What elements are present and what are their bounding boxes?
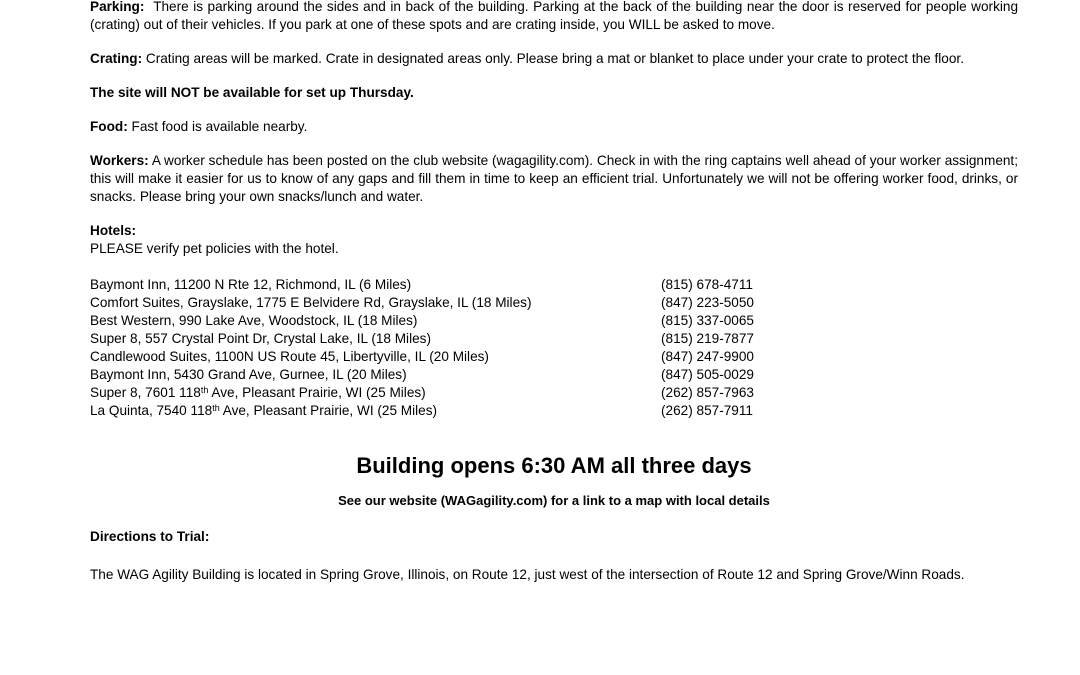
- hotel-row: [90, 384, 1018, 402]
- hotel-phone: (815) 219-7877: [661, 331, 754, 346]
- hotel-row: [90, 276, 1018, 294]
- hotel-row: [90, 294, 1018, 312]
- food-label: Food:: [90, 119, 128, 134]
- workers-label: Workers:: [90, 153, 149, 168]
- workers-text: A worker schedule has been posted on the club website (wagagility.com). Check in with the ring captains well ahead of your worker assignment; this will make it easier for us to know of any gaps and fill them in time to keep an efficient trial. Unfortunately we will not be offering worker food, drinks, or snacks. Please bring your own snacks/lunch and water.: [90, 153, 1018, 204]
- parking-paragraph: [90, 0, 1018, 34]
- hotels-heading: Hotels:: [90, 223, 137, 238]
- hotel-phone: (847) 505-0029: [661, 367, 754, 382]
- workers-paragraph: [90, 152, 1018, 206]
- hotel-name: Candlewood Suites, 1100N US Route 45, Libertyville, IL (20 Miles): [90, 349, 489, 364]
- hotel-row: [90, 330, 1018, 348]
- hotel-name: Super 8, 557 Crystal Point Dr, Crystal Lake, IL (18 Miles): [90, 331, 431, 346]
- crating-paragraph: [90, 50, 1018, 68]
- hotel-phone: (815) 337-0065: [661, 313, 754, 328]
- directions-text: The WAG Agility Building is located in Spring Grove, Illinois, on Route 12, just west of the intersection of Route 12 and Spring Grove/Winn Roads.: [90, 567, 965, 582]
- hotel-phone: (847) 247-9900: [661, 349, 754, 364]
- hotel-phone: (815) 678-4711: [661, 277, 753, 292]
- hotel-row: [90, 366, 1018, 384]
- hotel-row: [90, 402, 1018, 420]
- building-opens-heading: Building opens 6:30 AM all three days: [356, 453, 752, 478]
- hotel-list: [90, 276, 1018, 420]
- food-paragraph: [90, 118, 1018, 136]
- hotel-name: Baymont Inn, 11200 N Rte 12, Richmond, IL (6 Miles): [90, 277, 412, 292]
- hotels-note: PLEASE verify pet policies with the hotel.: [90, 241, 339, 256]
- website-note: See our website (WAGagility.com) for a link to a map with local details: [338, 493, 770, 508]
- crating-text: Crating areas will be marked. Crate in designated areas only. Please bring a mat or blanket to place under your crate to protect the floor.: [145, 51, 964, 66]
- hotel-row: [90, 348, 1018, 366]
- directions-heading: Directions to Trial:: [90, 529, 210, 544]
- hotel-phone: (262) 857-7911: [661, 403, 753, 418]
- hotel-phone: (847) 223-5050: [661, 295, 754, 310]
- hotel-name: Baymont Inn, 5430 Grand Ave, Gurnee, IL (20 Miles): [90, 367, 407, 382]
- parking-label: Parking:: [90, 0, 145, 14]
- hotel-name: La Quinta, 7540 118th Ave, Pleasant Prairie, WI (25 Miles): [90, 403, 438, 418]
- hotel-name: Comfort Suites, Grayslake, 1775 E Belvidere Rd, Grayslake, IL (18 Miles): [90, 295, 532, 310]
- food-text: Fast food is available nearby.: [131, 119, 308, 134]
- document-page: [90, 0, 1018, 600]
- crating-label: Crating:: [90, 51, 143, 66]
- hotel-row: [90, 312, 1018, 330]
- hotel-name: Best Western, 990 Lake Ave, Woodstock, IL (18 Miles): [90, 313, 418, 328]
- parking-text: There is parking around the sides and in back of the building. Parking at the back of the building near the door is reserved for people working (crating) out of their vehicles. If you park at one of these spots and are crating inside, you WILL be asked to move.: [90, 0, 1019, 32]
- hotel-name: Super 8, 7601 118th Ave, Pleasant Prairie, WI (25 Miles): [90, 385, 426, 400]
- hotel-phone: (262) 857-7963: [661, 385, 754, 400]
- setup-notice: The site will NOT be available for set up Thursday.: [90, 85, 414, 100]
